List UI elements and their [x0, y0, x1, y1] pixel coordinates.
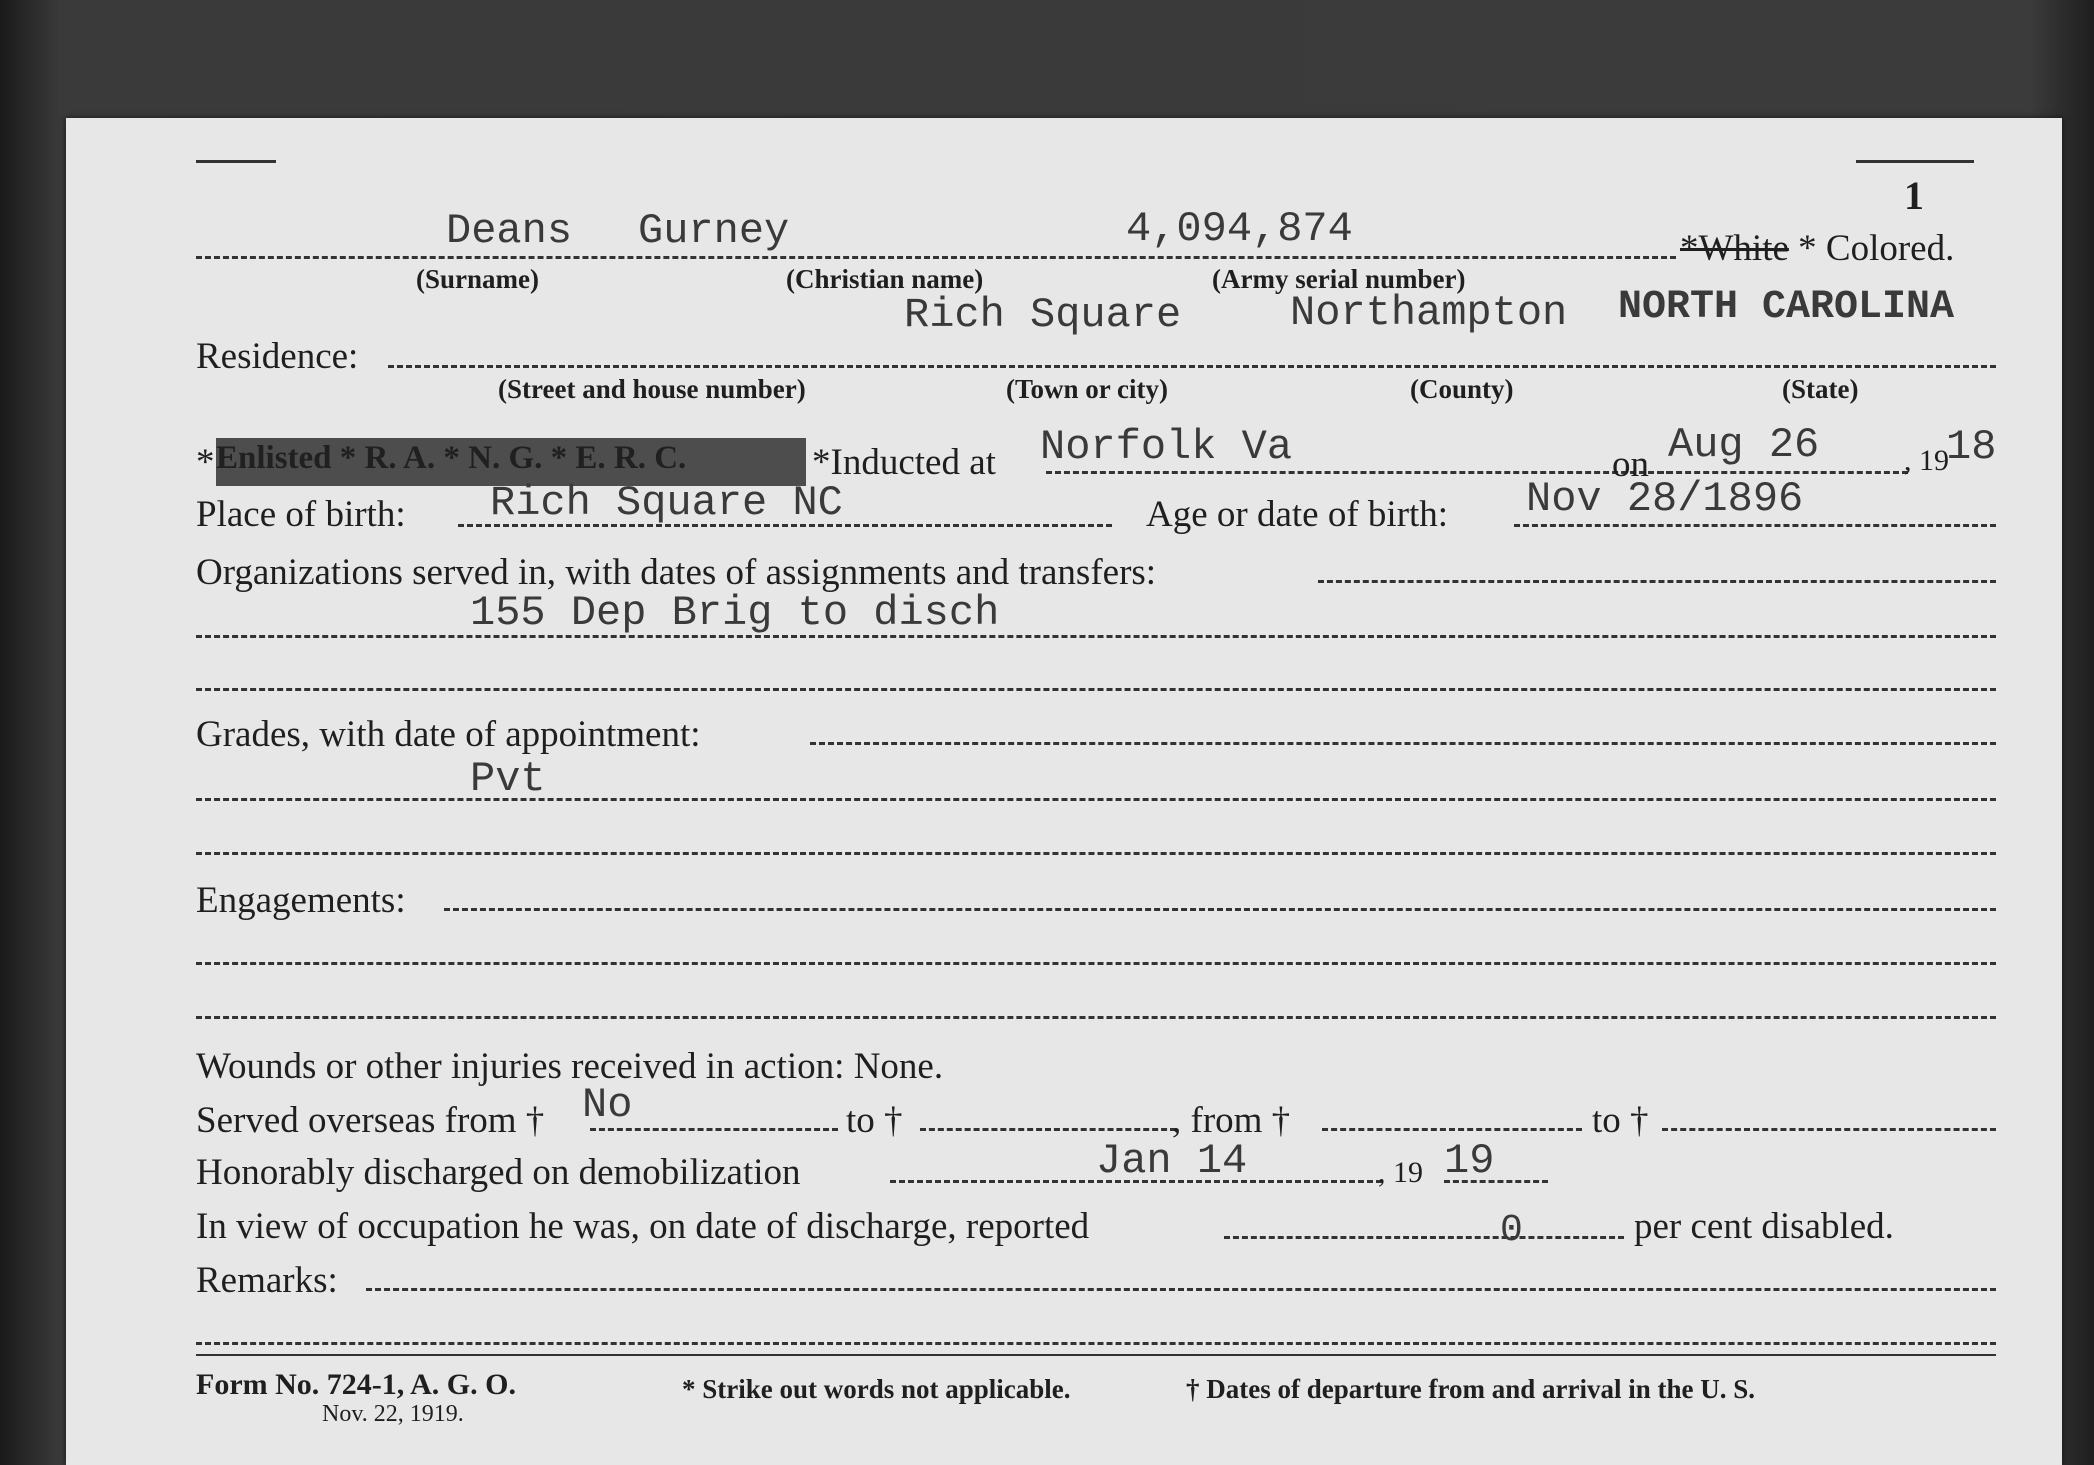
residence-line: [388, 365, 1996, 368]
engagements-line-3: [196, 1016, 1996, 1019]
remarks-line-2: [196, 1342, 1996, 1345]
race-white-struck: *White: [1680, 228, 1789, 269]
induction-year-prefix: , 19: [1904, 444, 1949, 477]
residence-label: Residence:: [196, 336, 359, 377]
bottom-rule: [196, 1354, 1996, 1356]
inducted-at-label: *Inducted at: [812, 442, 996, 483]
top-right-rule: [1856, 160, 1974, 163]
surname-value: Deans: [446, 207, 573, 255]
grades-value: Pvt: [470, 755, 546, 803]
induction-date-value: Aug 26: [1668, 421, 1820, 469]
inducted-at-line: [1046, 471, 1672, 474]
place-of-birth-label: Place of birth:: [196, 494, 406, 535]
engagements-label: Engagements:: [196, 880, 406, 921]
residence-state-value: NORTH CAROLINA: [1618, 285, 1955, 330]
place-of-birth-value: Rich Square NC: [490, 479, 843, 527]
disability-value: 0: [1500, 1209, 1523, 1252]
overseas-to-label: to †: [846, 1100, 903, 1141]
birth-date-value: Nov 28/1896: [1526, 475, 1804, 523]
county-caption: (County): [1410, 374, 1514, 404]
induction-year-value: 18: [1946, 423, 1997, 471]
disability-line: [1224, 1236, 1624, 1239]
organizations-line-1: [1318, 580, 1996, 583]
grades-line-2: [196, 798, 1996, 801]
strike-note: * Strike out words not applicable.: [682, 1374, 1071, 1404]
disability-label: In view of occupation he was, on date of discharge, reported: [196, 1206, 1090, 1247]
service-record-card: [66, 118, 2062, 1465]
form-number: Form No. 724-1, A. G. O.: [196, 1368, 516, 1401]
induction-date-line: [1658, 471, 1908, 474]
enlisted-options-struck: Enlisted * R. A. * N. G. * E. R. C.: [216, 438, 806, 486]
discharge-label: Honorably discharged on demobilization: [196, 1152, 801, 1193]
overseas-to2-line: [1662, 1128, 1996, 1131]
overseas-from-value: No: [582, 1081, 633, 1129]
race-colored: * Colored.: [1798, 228, 1955, 269]
residence-county-value: Northampton: [1290, 289, 1568, 337]
residence-town-value: Rich Square: [904, 291, 1182, 339]
grades-line-1: [810, 742, 1996, 745]
overseas-from2-line: [1322, 1128, 1582, 1131]
wounds-text: Wounds or other injuries received in action: None.: [196, 1046, 944, 1087]
asterisk-prefix: *: [196, 442, 215, 483]
on-label: on: [1612, 444, 1649, 485]
grades-line-3: [196, 852, 1996, 855]
overseas-label: Served overseas from †: [196, 1100, 545, 1141]
age-line: [1514, 524, 1996, 527]
discharge-date-value: Jan 14: [1096, 1137, 1248, 1185]
discharge-year-prefix: , 19: [1378, 1156, 1423, 1189]
remarks-label: Remarks:: [196, 1260, 338, 1301]
organizations-line-2: [196, 635, 1996, 638]
christian-name-caption: (Christian name): [786, 264, 984, 294]
overseas-to-line: [920, 1128, 1176, 1131]
street-caption: (Street and house number): [498, 374, 806, 404]
race-options: [1680, 230, 1954, 267]
engagements-line-2: [196, 962, 1996, 965]
organizations-label: Organizations served in, with dates of assignments and transfers:: [196, 552, 1157, 593]
form-date: Nov. 22, 1919.: [322, 1401, 464, 1427]
disability-suffix: per cent disabled.: [1634, 1206, 1894, 1247]
top-left-rule: [196, 160, 276, 163]
town-caption: (Town or city): [1006, 374, 1168, 404]
surname-caption: (Surname): [416, 264, 539, 294]
organizations-line-3: [196, 688, 1996, 691]
dates-note: † Dates of departure from and arrival in the U. S.: [1186, 1374, 1755, 1404]
state-caption: (State): [1782, 374, 1859, 404]
serial-number-caption: (Army serial number): [1212, 264, 1466, 294]
overseas-from2-label: , from †: [1172, 1100, 1291, 1141]
organizations-value: 155 Dep Brig to disch: [470, 589, 1000, 637]
inducted-at-value: Norfolk Va: [1040, 423, 1293, 471]
remarks-line-1: [366, 1288, 1996, 1291]
christian-name-value: Gurney: [638, 207, 790, 255]
overseas-to2-label: to †: [1592, 1100, 1649, 1141]
age-label: Age or date of birth:: [1146, 494, 1449, 535]
name-line: [196, 256, 1676, 259]
engagements-line-1: [444, 908, 1996, 911]
card-number: 1: [1904, 173, 1924, 218]
grades-label: Grades, with date of appointment:: [196, 714, 701, 755]
discharge-year-value: 19: [1444, 1137, 1495, 1185]
serial-number-value: 4,094,874: [1126, 205, 1353, 253]
